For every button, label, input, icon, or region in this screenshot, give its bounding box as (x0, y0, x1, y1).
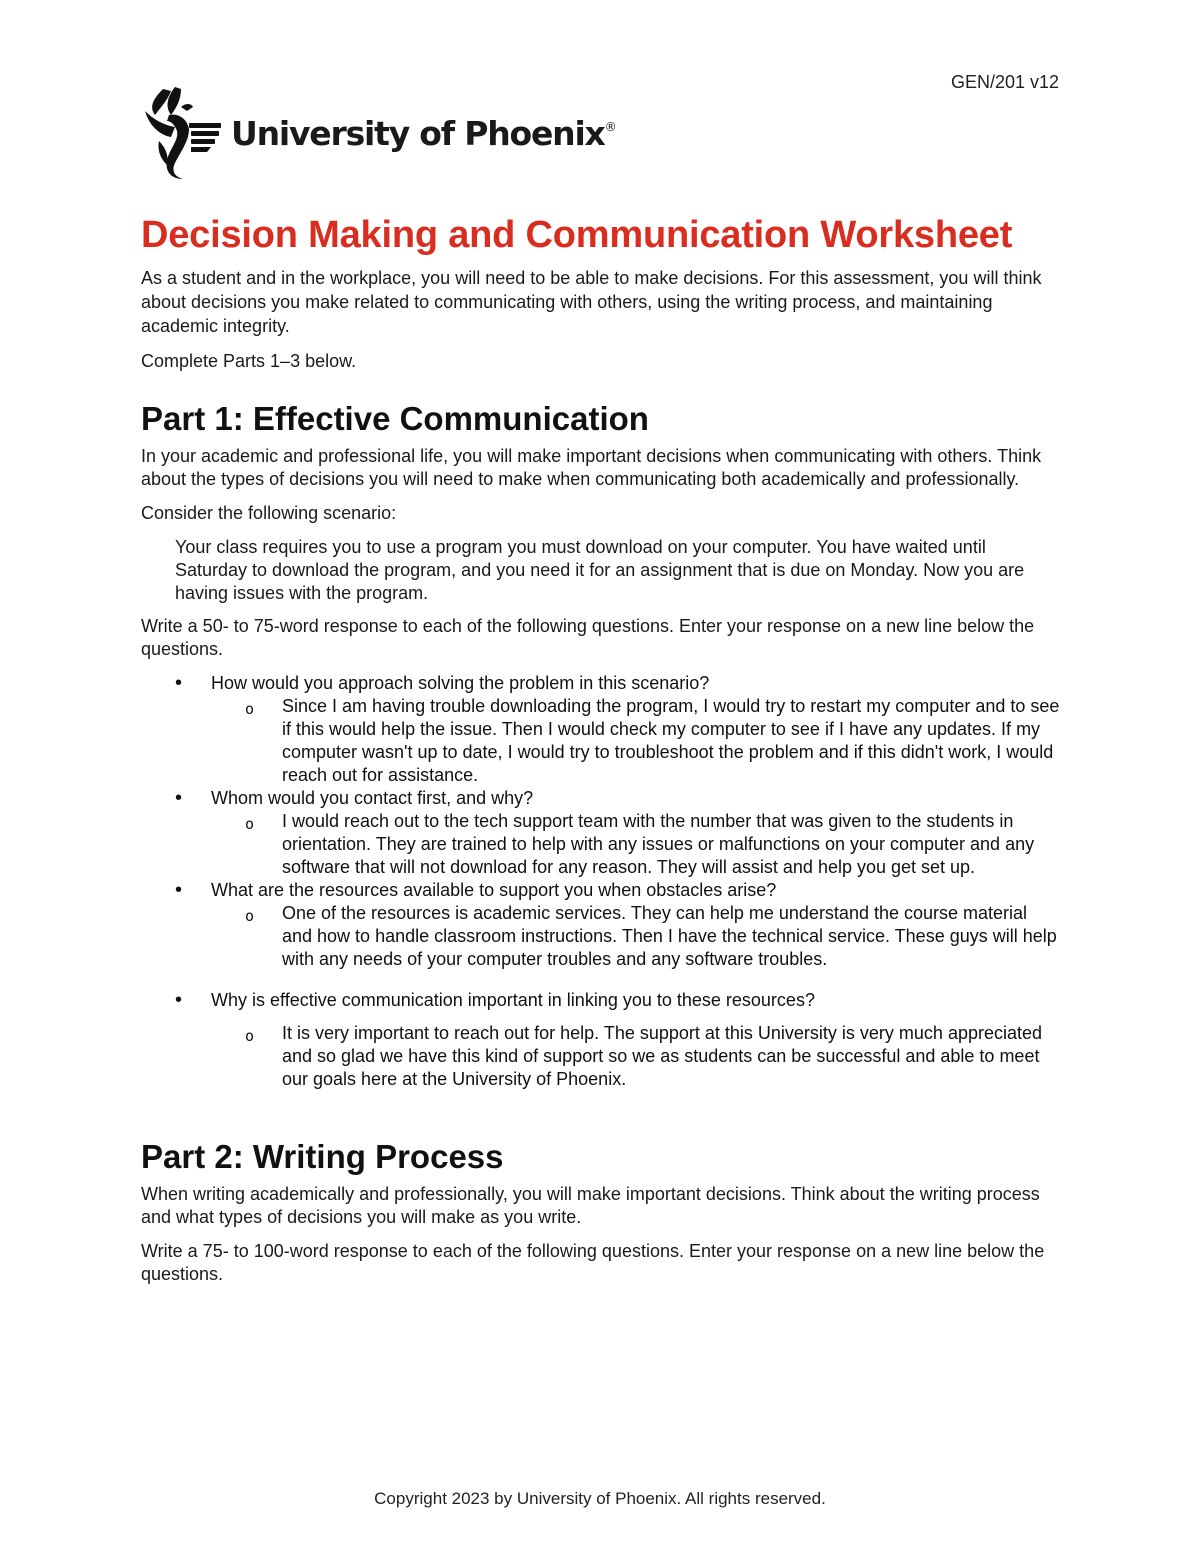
answer-text: One of the resources is academic services. They can help me understand the course material and how to handle classroom instructions. Then I have the technical service. These guys will help with any needs of your computer troubles and any software troubles. (282, 903, 1057, 969)
answer-item (245, 695, 1061, 787)
bullet-icon: • (175, 989, 183, 1011)
answer-text: It is very important to reach out for help. The support at this University is very much appreciated and so glad we have this kind of support so we as students can be successful and able to meet our goals here at the University of Phoenix. (282, 1023, 1043, 1089)
question-text: Why is effective communication important in linking you to these resources? (211, 990, 815, 1010)
question-text: How would you approach solving the problem in this scenario? (211, 673, 710, 693)
part2-intro: When writing academically and professionally, you will make important decisions. Think about the writing process and what types of decisions you will make as you write. (141, 1184, 1040, 1227)
document-code: GEN/201 v12 (950, 72, 1059, 92)
part1-instructions: Write a 50- to 75-word response to each of the following questions. Enter your response on a new line below the questions. (141, 616, 1035, 659)
page-title: Decision Making and Communication Worksheet (141, 214, 1013, 256)
part1-scenario-lead: Consider the following scenario: (141, 503, 397, 523)
part1-intro: In your academic and professional life, you will make important decisions when communicating with others. Think about the types of decisions you will need to make when communicating both academically and professionally. (141, 446, 1042, 489)
circle-bullet-icon: o (245, 907, 255, 925)
answer-list (211, 810, 1061, 879)
answer-list (211, 902, 1061, 971)
registered-mark: ® (604, 119, 617, 134)
copyright-footer: Copyright 2023 by University of Phoenix. All rights reserved. (374, 1489, 826, 1508)
scenario-text: Your class requires you to use a program you must download on your computer. You have waited until Saturday to download the program, and you need it for an assignment that is due on Monday. Now you are having issues with the program. (175, 537, 1025, 603)
question-item (175, 672, 1061, 787)
question-item (175, 787, 1061, 879)
answer-text: Since I am having trouble downloading the program, I would try to restart my computer and to see if this would help the issue. Then I would check my computer to see if I have any updates. If my computer wasn't up to date, I would try to troubleshoot the problem and if this didn't work, I would reach out for assistance. (282, 696, 1060, 785)
answer-list (211, 695, 1061, 787)
intro-instruction: Complete Parts 1–3 below. (141, 351, 357, 371)
bullet-icon: • (175, 672, 183, 694)
answer-item (245, 1022, 1061, 1091)
question-item (175, 879, 1061, 971)
bullet-icon: • (175, 787, 183, 809)
worksheet-body (141, 212, 1061, 1286)
bullet-icon: • (175, 879, 183, 901)
part1-heading: Part 1: Effective Communication (141, 400, 649, 437)
question-text: Whom would you contact first, and why? (211, 788, 534, 808)
logo-wordmark: University of Phoenix® (231, 113, 617, 153)
question-text: What are the resources available to support you when obstacles arise? (211, 880, 777, 900)
question-item (175, 989, 1061, 1091)
circle-bullet-icon: o (245, 700, 255, 718)
university-logo (141, 84, 617, 180)
answer-text: I would reach out to the tech support team with the number that was given to the students in orientation. They are trained to help with any issues or malfunctions on your computer and any software that will not download for any reason. They will assist and help you get set up. (282, 811, 1035, 877)
part2-instructions: Write a 75- to 100-word response to each of the following questions. Enter your response on a new line below the questions. (141, 1241, 1045, 1284)
intro-paragraph: As a student and in the workplace, you will need to be able to make decisions. For this assessment, you will think about decisions you make related to communicating with others, using the writing process, and maintaining academic integrity. (141, 268, 1042, 336)
phoenix-bird-icon (141, 85, 223, 179)
answer-list (211, 1022, 1061, 1091)
answer-item (245, 902, 1061, 971)
part2-heading: Part 2: Writing Process (141, 1138, 504, 1175)
question-list (141, 672, 1061, 1091)
circle-bullet-icon: o (245, 815, 255, 833)
circle-bullet-icon: o (245, 1027, 255, 1045)
answer-item (245, 810, 1061, 879)
